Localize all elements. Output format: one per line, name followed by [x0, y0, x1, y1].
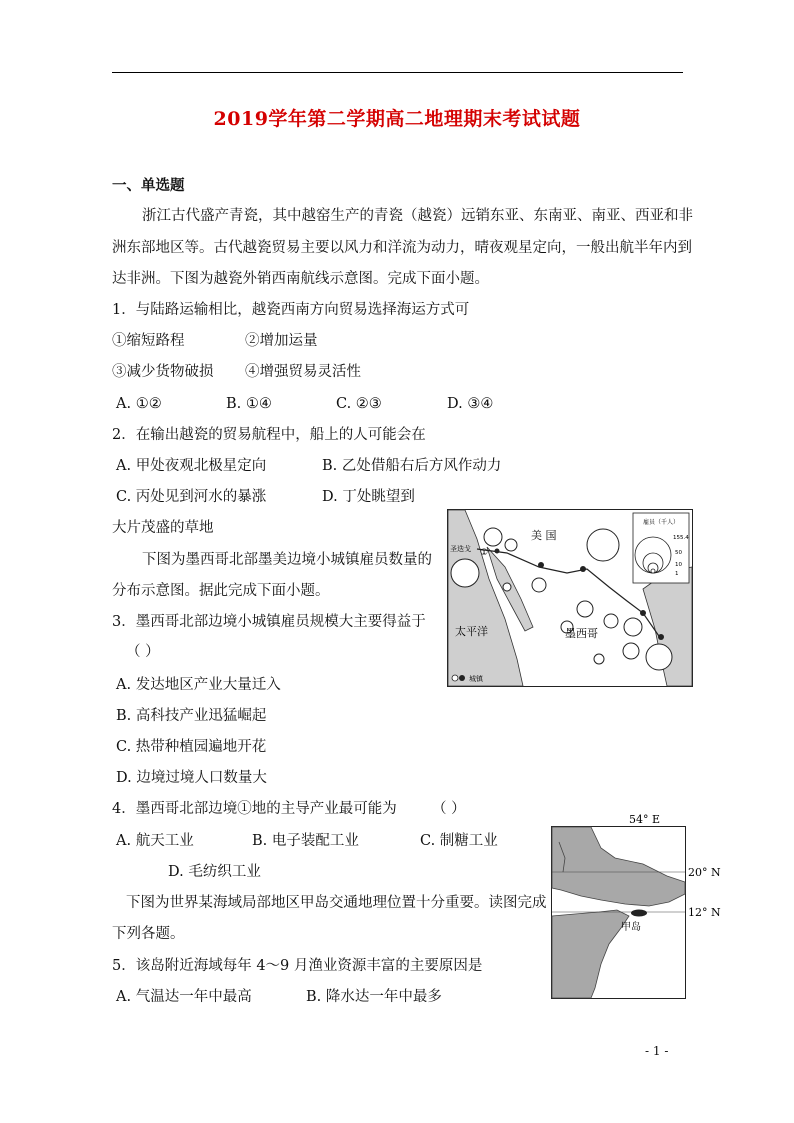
map1-label-mexico: 墨西哥	[565, 627, 598, 640]
q4-option-b: B. 电子装配工业	[252, 833, 359, 849]
intro-line-3: 达非洲。下图为越瓷外销西南航线示意图。完成下面小题。	[112, 271, 489, 287]
header-rule	[112, 72, 683, 73]
intro2-line-2: 分布示意图。据此完成下面小题。	[112, 583, 330, 599]
q5-option-a: A. 气温达一年中最高	[116, 989, 252, 1005]
map1-legend-v1: 155.4	[673, 535, 689, 541]
island-marker	[631, 910, 647, 917]
intro3-line-2: 下列各题。	[112, 926, 185, 942]
map2-label-island: 甲岛	[621, 922, 641, 933]
section-heading: 一、单选题	[112, 177, 185, 194]
q2-stem: 2．在输出越瓷的贸易航程中，船上的人可能会在	[112, 427, 426, 443]
q1-item-2: ②增加运量	[245, 333, 318, 349]
q4-option-a: A. 航天工业	[116, 833, 194, 849]
q1-option-d: D. ③④	[447, 396, 494, 412]
map1-legend-town: 城镇	[469, 675, 483, 683]
intro-line-1: 浙江古代盛产青瓷，其中越窑生产的青瓷（越瓷）远销东亚、东南亚、南亚、西亚和非	[142, 208, 693, 224]
q1-item-3: ③减少货物破损	[112, 364, 214, 380]
map2-label-lat2: 12° N	[688, 906, 721, 919]
q3-stem: 3．墨西哥北部边境小城镇雇员规模大主要得益于	[112, 614, 426, 630]
q2-continuation: 大片茂盛的草地	[112, 520, 214, 536]
q4-blank: （ ）	[432, 801, 466, 817]
intro-line-2: 洲东部地区等。古代越瓷贸易主要以风力和洋流为动力，晴夜观星定向，一般出航半年内到	[112, 240, 692, 256]
page-number: - 1 -	[645, 1044, 669, 1058]
map1-legend-v4: 1	[675, 571, 679, 577]
q5-stem: 5．该岛附近海域每年 4～9 月渔业资源丰富的主要原因是	[112, 958, 483, 974]
q2-option-d: D. 丁处眺望到	[322, 489, 415, 505]
map1-label-pacific: 太平洋	[455, 625, 488, 638]
q4-option-c: C. 制糖工业	[420, 833, 498, 849]
q1-item-4: ④增强贸易灵活性	[245, 364, 361, 380]
map1-label-usa: 美 国	[531, 529, 557, 542]
q3-blank: （ ）	[126, 644, 160, 660]
map1-legend-title: 雇员（千人）	[643, 519, 680, 526]
intro3-line-1: 下图为世界某海域局部地区甲岛交通地理位置十分重要。读图完成	[126, 895, 547, 911]
q3-option-c: C. 热带种植园遍地开花	[116, 739, 267, 755]
q1-stem: 1．与陆路运输相比，越瓷西南方向贸易选择海运方式可	[112, 302, 470, 318]
map2-label-lat1: 20° N	[688, 866, 721, 879]
socotra-map	[551, 812, 721, 1002]
map2-label-lon: 54° E	[629, 813, 661, 826]
page-title: 2019学年第二学期高二地理期末考试试题	[213, 108, 581, 130]
map1-label-sandiego: 圣迭戈	[450, 545, 471, 553]
q3-option-b: B. 高科技产业迅猛崛起	[116, 708, 267, 724]
q1-option-a: A. ①②	[116, 396, 162, 412]
q4-stem: 4．墨西哥北部边境①地的主导产业最可能为	[112, 801, 397, 817]
map1-label-marker1: ①	[480, 548, 489, 558]
q2-option-c: C. 丙处见到河水的暴涨	[116, 489, 267, 505]
q1-option-b: B. ①④	[226, 396, 272, 412]
map1-legend-v3: 10	[675, 562, 682, 568]
q3-option-d: D. 边境过境人口数量大	[116, 770, 267, 786]
map1-legend-v2: 50	[675, 550, 682, 556]
q4-option-d: D. 毛纺织工业	[168, 864, 261, 880]
q5-option-b: B. 降水达一年中最多	[306, 989, 442, 1005]
q3-option-a: A. 发达地区产业大量迁入	[116, 677, 281, 693]
q2-option-a: A. 甲处夜观北极星定向	[116, 458, 267, 474]
q1-option-c: C. ②③	[336, 396, 382, 412]
q2-option-b: B. 乙处借船右后方风作动力	[322, 458, 502, 474]
mexico-border-map	[447, 509, 693, 687]
q1-item-1: ①缩短路程	[112, 333, 185, 349]
intro2-line-1: 下图为墨西哥北部墨美边境小城镇雇员数量的	[142, 552, 432, 568]
